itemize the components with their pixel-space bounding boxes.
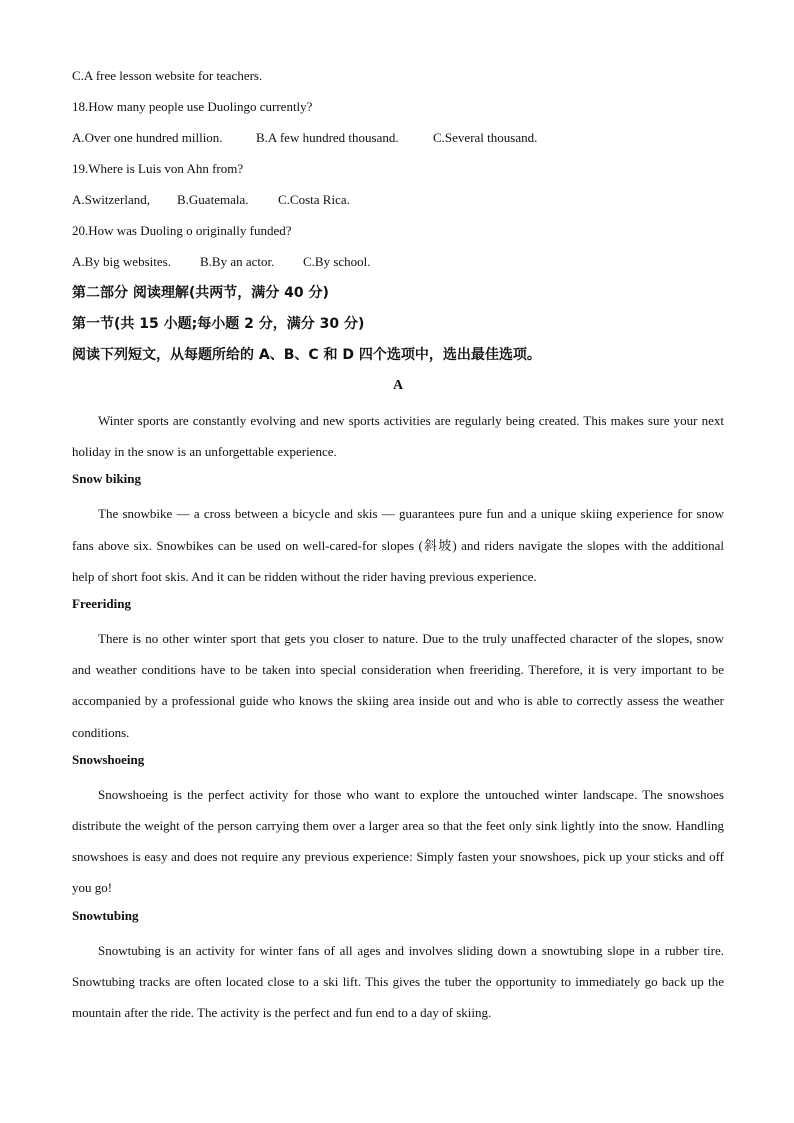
freeriding-text: There is no other winter sport that gets you closer to nature. Due to the truly unaffected character of the slopes, snow and weather conditions have to be taken into special consideration when freeriding. Therefore, it is very important to be accompanied by a professional guide who knows the skiing area inside out and who is able to correctly assess the weather conditions.: [72, 631, 724, 740]
q20-question: 20.How was Duoling o originally funded?: [72, 223, 292, 238]
q19-option-a: A.Switzerland,: [72, 192, 150, 207]
section-text-freeriding: [72, 623, 724, 748]
q19-option-b: B.Guatemala.: [177, 192, 249, 207]
q17-option-c: C.A free lesson website for teachers.: [72, 68, 263, 83]
part-two-title: 第二部分 阅读理解(共两节，满分 40 分): [72, 285, 329, 301]
passage-intro-text: Winter sports are constantly evolving and new sports activities are regularly being created. This makes sure your next holiday in the snow is an unforgettable experience.: [72, 413, 724, 460]
snowshoeing-text: Snowshoeing is the perfect activity for those who want to explore the untouched winter landscape. The snowshoes distribute the weight of the person carrying them over a larger area so that the feet only sink lightly into the snow. Handling snowshoes is easy and does not require any previous experience: Simply fasten your snowshoes, pick up your sticks and off you go!: [72, 786, 724, 896]
section-heading-snow-biking: Snow biking: [72, 471, 142, 487]
q20-option-c: C.By school.: [303, 254, 371, 269]
section-heading-snowshoeing: Snowshoeing: [72, 751, 145, 767]
section-one-title: 第一节(共 15 小题;每小题 2 分，满分 30 分): [72, 316, 365, 332]
q18-options: [72, 126, 724, 157]
q18-option-b: B.A few hundred thousand.: [256, 130, 399, 145]
passage-intro: [72, 405, 724, 467]
q20-options: [72, 250, 724, 281]
q20-option-b: B.By an actor.: [200, 254, 275, 269]
q18-option-c: C.Several thousand.: [433, 130, 538, 145]
passage-label: A: [392, 378, 404, 393]
section-text-snow-biking: [72, 498, 724, 592]
reading-instruction: 阅读下列短文，从每题所给的 A、B、C 和 D 四个选项中，选出最佳选项。: [72, 347, 541, 363]
q18-option-a: A.Over one hundred million.: [72, 130, 223, 145]
snow-biking-text: The snowbike — a cross between a bicycle and skis — guarantees pure fun and a unique skiing experience for snow fans above six. Snowbikes can be used on well-cared-for slopes (斜坡) and riders navigate the slopes with the additional help of short foot skis. And it can be ridden without the rider having previous experience.: [72, 506, 724, 584]
page-content: [72, 64, 724, 1028]
snowtubing-text: Snowtubing is an activity for winter fans of all ages and involves sliding down a snowtubing slope in a rubber tire. Snowtubing tracks are often located close to a ski lift. This gives the tuber the opportunity to immediately go back up the mountain after the ride. The activity is the perfect and fun end to a day of skiing.: [72, 942, 724, 1021]
section-heading-freeriding: Freeriding: [72, 596, 131, 612]
q19-options: [72, 188, 724, 219]
section-heading-snowtubing: Snowtubing: [72, 907, 139, 923]
section-text-snowshoeing: [72, 779, 724, 904]
q19-option-c: C.Costa Rica.: [278, 192, 350, 207]
section-text-snowtubing: [72, 935, 724, 1029]
q18-question: 18.How many people use Duolingo currently?: [72, 99, 313, 114]
q19-question: 19.Where is Luis von Ahn from?: [72, 161, 244, 176]
q20-option-a: A.By big websites.: [72, 254, 171, 269]
